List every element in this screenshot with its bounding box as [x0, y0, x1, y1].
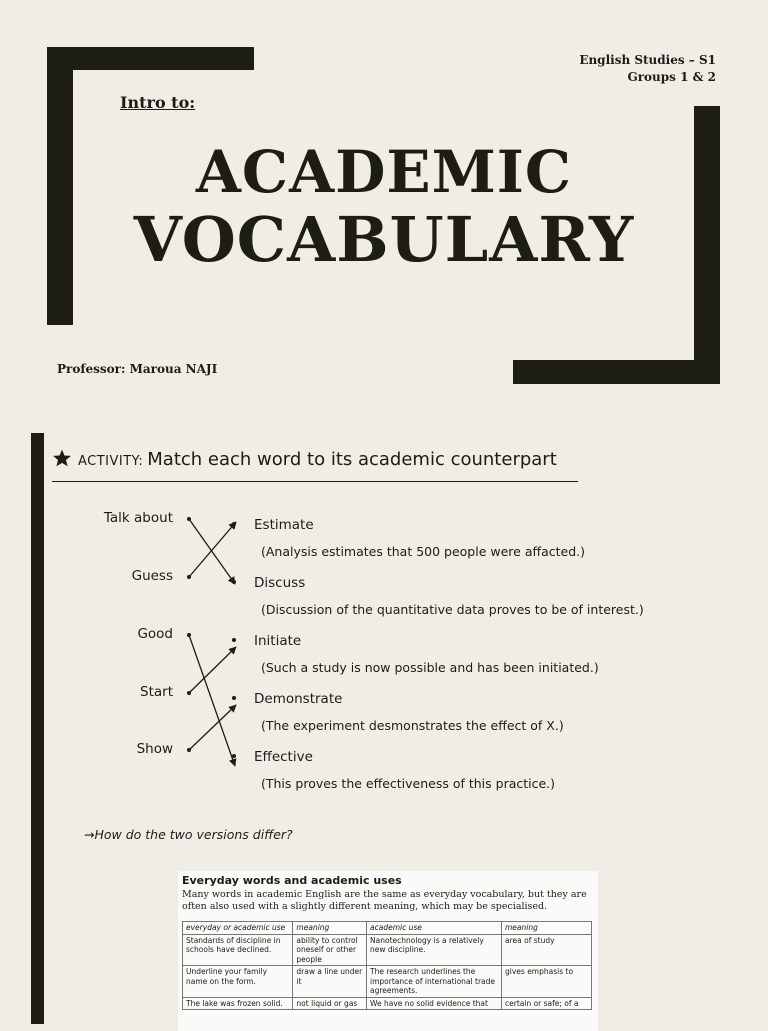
table-cell: Underline your family name on the form.	[183, 966, 293, 998]
left-word-start: Start	[140, 684, 173, 700]
right-word-demonstrate: Demonstrate	[254, 691, 343, 707]
activity-instruction: Match each word to its academic counterpart	[147, 449, 557, 470]
sentence-estimate: (Analysis estimates that 500 people were affacted.)	[261, 544, 585, 559]
left-word-good: Good	[137, 626, 173, 642]
textbook-excerpt	[178, 871, 598, 1031]
arrow-talk-about-to-discuss	[189, 519, 235, 584]
right-word-initiate: Initiate	[254, 633, 302, 649]
table-cell: ability to control oneself or other people	[293, 934, 367, 966]
arrow-right-icon: →	[84, 827, 95, 842]
table-cell: The lake was frozen solid.	[183, 997, 293, 1010]
table-cell: The research underlines the importance of international trade agreements.	[367, 966, 502, 998]
table-header-cell: everyday or academic use	[183, 922, 293, 935]
vocabulary-table	[182, 921, 592, 1010]
table-cell: Nanotechnology is a relatively new discipline.	[367, 934, 502, 966]
question	[84, 827, 293, 842]
table-header-cell: meaning	[293, 922, 367, 935]
course-line-2: Groups 1 & 2	[627, 70, 716, 84]
table-row	[183, 966, 592, 998]
intro-label: Intro to:	[120, 93, 196, 112]
table-row	[183, 934, 592, 966]
right-word-estimate: Estimate	[254, 517, 314, 533]
table-cell: Standards of discipline in schools have declined.	[183, 934, 293, 966]
sentence-discuss: (Discussion of the quantitative data proves to be of interest.)	[261, 602, 644, 617]
right-word-effective: Effective	[254, 749, 313, 765]
table-header-cell: meaning	[502, 922, 592, 935]
activity-label: ACTIVITY:	[78, 454, 144, 469]
table-header-cell: academic use	[367, 922, 502, 935]
table-cell: certain or safe; of a	[502, 997, 592, 1010]
table-cell: not liquid or gas	[293, 997, 367, 1010]
table-header-row	[183, 922, 592, 935]
table-row	[183, 997, 592, 1010]
title-line-1: ACADEMIC	[195, 138, 573, 206]
excerpt-description: Many words in academic English are the same as everyday vocabulary, but they are often also used with a slightly different meaning, which may be specialised.	[182, 889, 587, 912]
title-line-2: VOCABULARY	[133, 203, 635, 276]
left-word-talk-about: Talk about	[103, 510, 173, 526]
table-cell: We have no solid evidence that	[367, 997, 502, 1010]
question-text: How do the two versions differ?	[94, 827, 293, 842]
table-cell: gives emphasis to	[502, 966, 592, 998]
left-word-show: Show	[136, 741, 173, 757]
table-cell: draw a line under it	[293, 966, 367, 998]
excerpt-heading: Everyday words and academic uses	[182, 874, 402, 887]
sentence-demonstrate: (The experiment desmonstrates the effect of X.)	[261, 718, 564, 733]
arrow-show-to-demonstrate	[189, 705, 236, 750]
left-word-guess: Guess	[131, 568, 173, 584]
table-cell: area of study	[502, 934, 592, 966]
sentence-initiate: (Such a study is now possible and has been initiated.)	[261, 660, 599, 675]
sentence-effective: (This proves the effectiveness of this practice.)	[261, 776, 556, 791]
arrow-guess-to-estimate	[189, 522, 236, 577]
right-word-discuss: Discuss	[254, 575, 306, 591]
course-line-1: English Studies – S1	[579, 53, 716, 67]
professor-name: Professor: Maroua NAJI	[57, 362, 218, 376]
